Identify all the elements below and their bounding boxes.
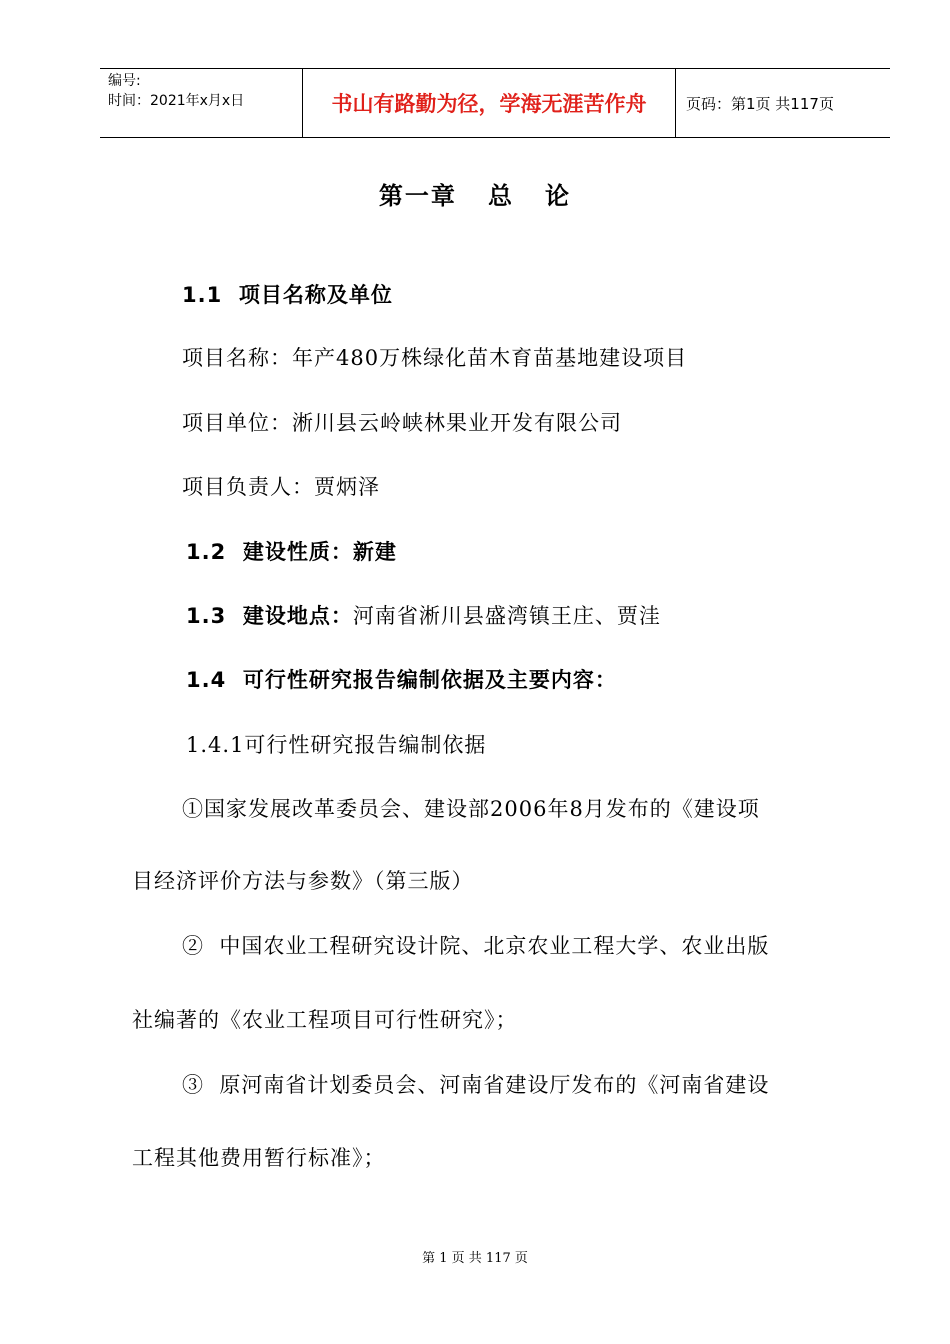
section-heading-1-4-1: 1.4.1可行性研究报告编制依据	[186, 733, 487, 757]
section-1-3	[186, 601, 661, 631]
basis-item-3-line-1: ③ 原河南省计划委员会、河南省建设厅发布的《河南省建设	[182, 1073, 770, 1097]
basis-item-1-line-2: 目经济评价方法与参数》（第三版）	[132, 869, 474, 893]
basis-item-2-line-2: 社编著的《农业工程项目可行性研究》；	[132, 1008, 518, 1032]
date-label: 时间：2021年x月x日	[108, 93, 245, 109]
section-heading-1-3: 1.3 建设地点：	[186, 604, 353, 628]
project-unit: 项目单位：淅川县云岭峡林果业开发有限公司	[182, 411, 622, 435]
page-header	[100, 68, 890, 138]
header-page-info: 页码：第1页 共117页	[686, 94, 834, 113]
code-label: 编号:	[108, 73, 141, 89]
section-heading-1-2: 1.2 建设性质：新建	[186, 540, 397, 564]
chapter-title: 第一章 总 论	[378, 182, 572, 210]
construction-site: 河南省淅川县盛湾镇王庄、贾洼	[352, 604, 661, 628]
header-meta	[100, 69, 302, 137]
page-footer: 第 1 页 共 117 页	[422, 1251, 528, 1266]
basis-item-2-line-1: ② 中国农业工程研究设计院、北京农业工程大学、农业出版	[182, 934, 770, 958]
project-leader: 项目负责人：贾炳泽	[182, 475, 380, 499]
header-motto: 书山有路勤为径，学海无涯苦作舟	[302, 69, 676, 137]
project-name: 项目名称：年产480万株绿化苗木育苗基地建设项目	[182, 346, 688, 370]
section-heading-1-1: 1.1 项目名称及单位	[182, 283, 393, 307]
basis-item-3-line-2: 工程其他费用暂行标准》；	[132, 1146, 386, 1170]
section-heading-1-4: 1.4 可行性研究报告编制依据及主要内容：	[186, 668, 617, 692]
basis-item-1-line-1: ①国家发展改革委员会、建设部2006年8月发布的《建设项	[182, 797, 760, 821]
